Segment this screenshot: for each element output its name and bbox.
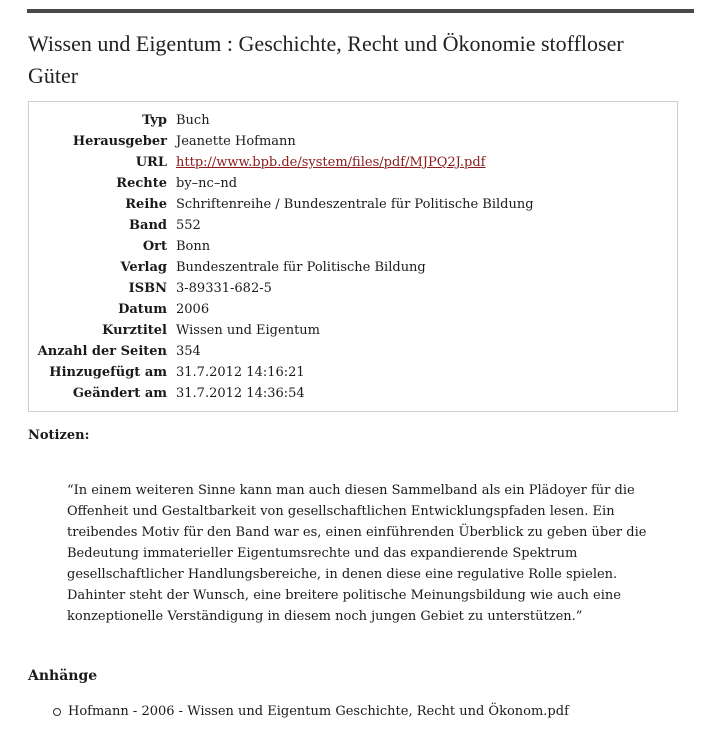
- meta-key: URL: [135, 155, 167, 170]
- meta-row-datum: [35, 299, 534, 320]
- meta-key: Hinzugefügt am: [49, 365, 167, 380]
- meta-row-kurztitel: [35, 320, 534, 341]
- attachments-list: [53, 702, 569, 722]
- circle-bullet-icon: [53, 708, 61, 716]
- meta-key: Rechte: [116, 176, 167, 191]
- meta-value: 31.7.2012 14:36:54: [176, 386, 305, 401]
- meta-value: Buch: [176, 113, 210, 128]
- meta-row-url: [35, 152, 534, 173]
- meta-value: 552: [176, 218, 201, 233]
- meta-row-ort: [35, 236, 534, 257]
- notes-heading: Notizen:: [28, 428, 90, 443]
- meta-row-verlag: [35, 257, 534, 278]
- meta-value: 3-89331-682-5: [176, 281, 272, 296]
- metadata-table: [35, 110, 534, 404]
- url-link[interactable]: http://www.bpb.de/system/files/pdf/MJPQ2J.pdf: [176, 155, 486, 170]
- attachment-item[interactable]: [53, 702, 569, 722]
- meta-key: Reihe: [125, 197, 167, 212]
- metadata-box: [28, 101, 678, 412]
- meta-row-isbn: [35, 278, 534, 299]
- meta-value: by–nc–nd: [176, 176, 238, 191]
- attachments-heading: Anhänge: [28, 668, 98, 684]
- meta-value: [176, 152, 534, 173]
- meta-row-rechte: [35, 173, 534, 194]
- attachment-label[interactable]: Hofmann - 2006 - Wissen und Eigentum Geschichte, Recht und Ökonom.pdf: [68, 704, 569, 719]
- meta-value: 31.7.2012 14:16:21: [176, 365, 305, 380]
- top-rule: [27, 9, 694, 13]
- meta-key: Herausgeber: [72, 134, 167, 149]
- meta-value: Jeanette Hofmann: [176, 134, 296, 149]
- meta-row-geaendert-am: [35, 383, 534, 404]
- meta-value: Bonn: [176, 239, 211, 254]
- notes-quote: “In einem weiteren Sinne kann man auch diesen Sammelband als ein Plädoyer für die Offenheit und Gestaltbarkeit von gesellschaftlichen Entwicklungspfaden lesen. Ein treibendes Motiv für den Band war es, einen einführenden Überblick zu geben über die Bedeutung immaterieller Eigentumsrechte und das expandierende Spektrum gesellschaftlicher Handlungsbereiche, in denen diese eine regulative Rolle spielen. Dahinter steht der Wunsch, eine breitere politische Meinungsbildung wie auch eine konzeptionelle Verständigung in diesem noch jungen Gebiet zu unterstützen.”: [67, 483, 647, 624]
- meta-key: Kurztitel: [102, 323, 167, 338]
- meta-row-herausgeber: [35, 131, 534, 152]
- meta-value: Wissen und Eigentum: [176, 323, 320, 338]
- meta-value: 354: [176, 344, 201, 359]
- page-title: Wissen und Eigentum : Geschichte, Recht und Ökonomie stoffloser Güter: [28, 31, 624, 88]
- meta-key: Datum: [118, 302, 167, 317]
- meta-key: Geändert am: [72, 386, 167, 401]
- meta-value: Schriftenreihe / Bundeszentrale für Politische Bildung: [176, 197, 534, 212]
- meta-key: Anzahl der Seiten: [37, 344, 167, 359]
- meta-row-typ: [35, 110, 534, 131]
- meta-row-anzahl-der-seiten: [35, 341, 534, 362]
- meta-key: Band: [129, 218, 167, 233]
- meta-value: Bundeszentrale für Politische Bildung: [176, 260, 426, 275]
- meta-key: Ort: [142, 239, 167, 254]
- meta-row-hinzugefuegt-am: [35, 362, 534, 383]
- meta-row-reihe: [35, 194, 534, 215]
- meta-key: Verlag: [120, 260, 167, 275]
- meta-value: 2006: [176, 302, 210, 317]
- meta-key: ISBN: [128, 281, 167, 296]
- meta-row-band: [35, 215, 534, 236]
- meta-key: Typ: [142, 113, 167, 128]
